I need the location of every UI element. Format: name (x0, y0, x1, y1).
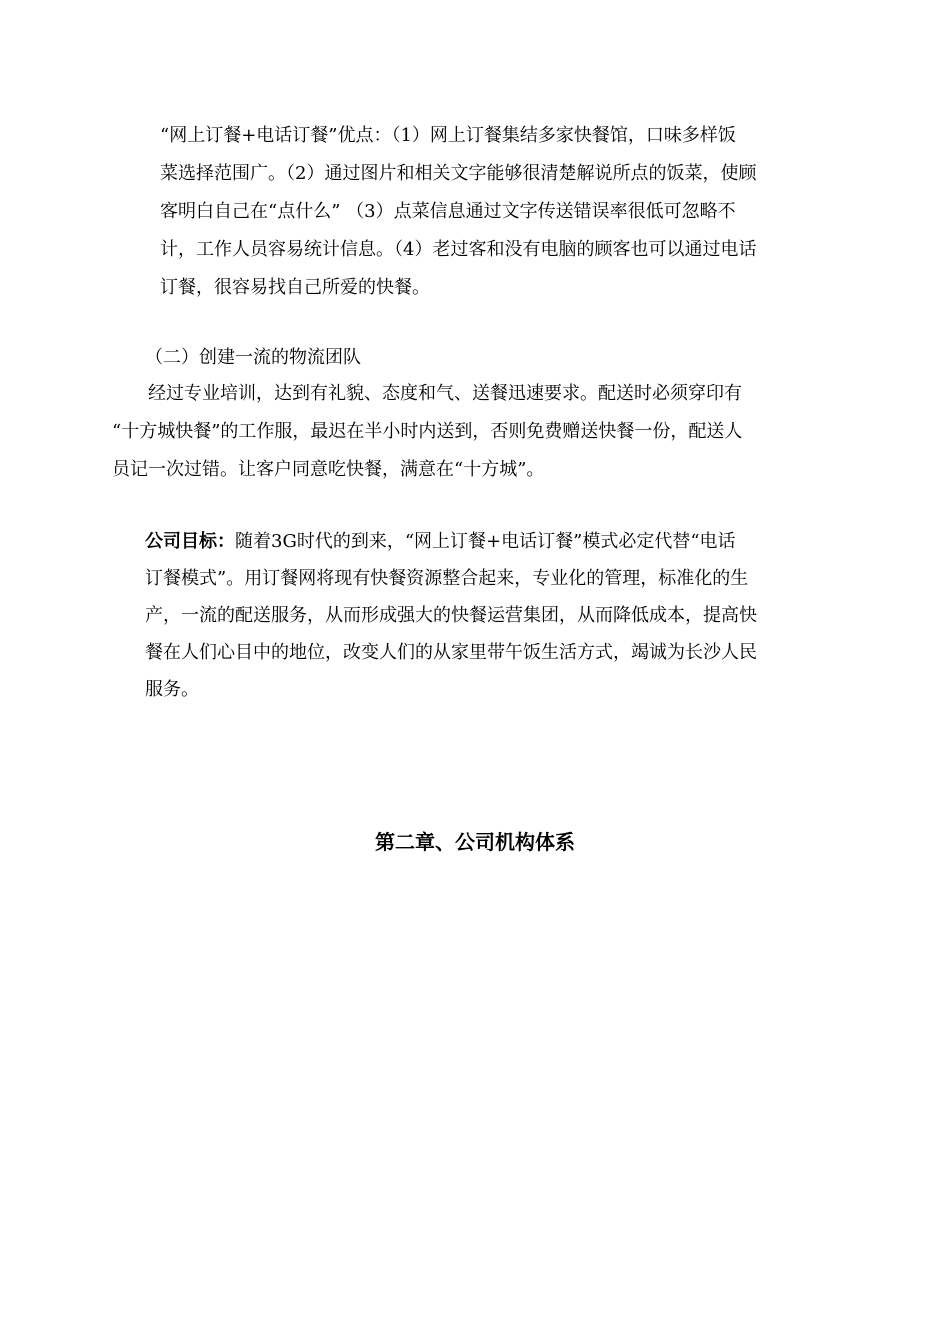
advantages-line-4: 计，工作人员容易统计信息。（4）老过客和没有电脑的顾客也可以通过电话 (160, 239, 757, 260)
advantages-line-2: 菜选择范围广。（2）通过图片和相关文字能够很清楚解说所点的饭菜，使顾 (160, 163, 757, 184)
goal-line-1 (145, 530, 736, 554)
goal-line-1-text: 随着3G时代的到来，“网上订餐+电话订餐”模式必定代替“电话 (235, 531, 736, 552)
goal-line-4: 餐在人们心目中的地位，改变人们的从家里带午饭生活方式，竭诚为长沙人民 (145, 642, 757, 663)
chapter-title: 第二章、公司机构体系 (375, 830, 575, 854)
advantages-line-3: 客明白自己在“点什么” （3）点菜信息通过文字传送错误率很低可忽略不 (160, 201, 736, 222)
goal-line-3: 产，一流的配送服务，从而形成强大的快餐运营集团，从而降低成本，提高快 (145, 605, 757, 626)
logistics-line-3: 员记一次过错。让客户同意吃快餐，满意在“十方城”。 (112, 459, 545, 480)
section-heading-logistics: （二）创建一流的物流团队 (145, 347, 361, 368)
goal-line-5: 服务。 (145, 679, 199, 700)
goal-line-2: 订餐模式”。用订餐网将现有快餐资源整合起来，专业化的管理，标准化的生 (145, 568, 749, 589)
advantages-line-5: 订餐，很容易找自己所爱的快餐。 (160, 277, 430, 298)
advantages-line-1: “网上订餐+电话订餐”优点：（1）网上订餐集结多家快餐馆，口味多样饭 (160, 125, 736, 146)
logistics-line-2: “十方城快餐”的工作服，最迟在半小时内送到，否则免费赠送快餐一份，配送人 (112, 421, 743, 442)
goal-label: 公司目标： (145, 531, 235, 552)
logistics-line-1: 经过专业培训，达到有礼貌、态度和气、送餐迅速要求。配送时必须穿印有 (148, 383, 742, 404)
